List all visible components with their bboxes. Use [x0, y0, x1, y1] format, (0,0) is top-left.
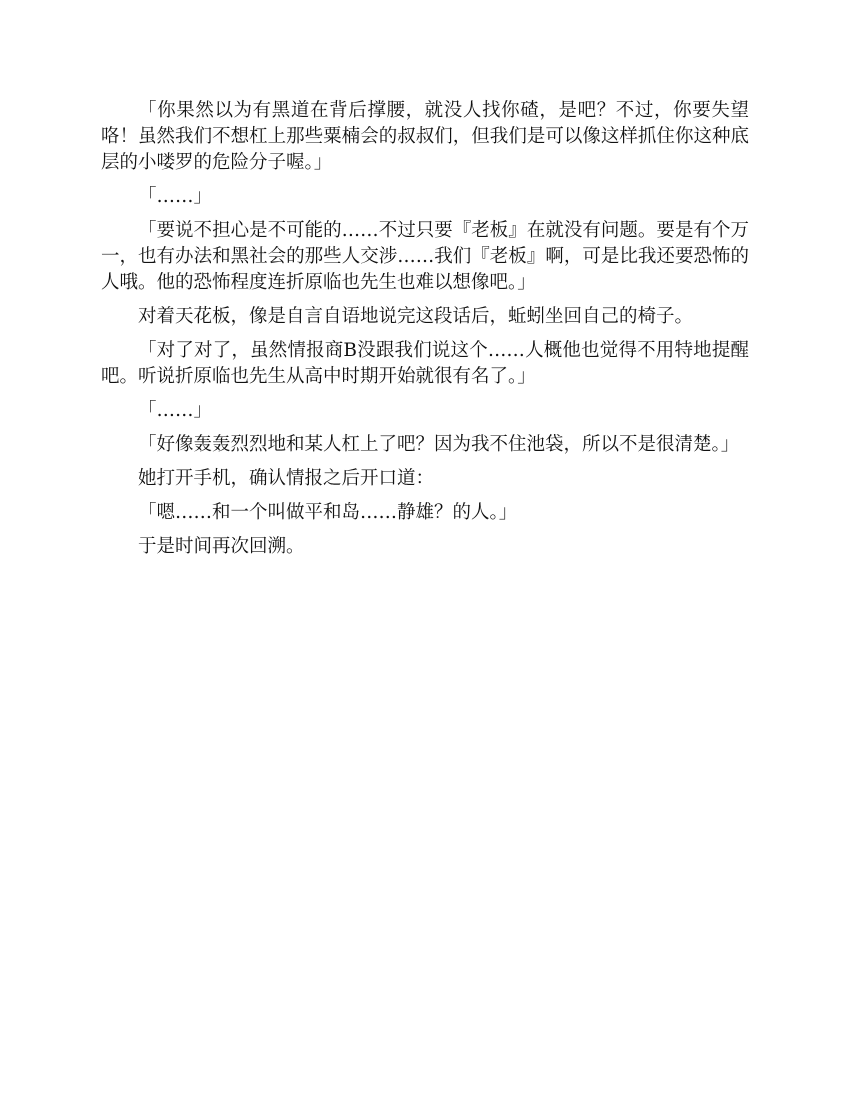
- paragraph: 「……」: [138, 400, 213, 421]
- paragraph: 于是时间再次回溯。: [138, 536, 305, 557]
- paragraph: 「好像轰轰烈烈地和某人杠上了吧？因为我不住池袋，所以不是很清楚。」: [138, 434, 740, 455]
- paragraph: 「对了对了，虽然情报商B没跟我们说这个……人概他也觉得不用特地提醒吧。听说折原临也先生从高中时期开始就很有名了。」: [101, 340, 749, 387]
- paragraph: 「嗯……和一个叫做平和岛……静雄？的人。」: [138, 502, 518, 523]
- document-page: [101, 98, 749, 568]
- paragraph: 「你果然以为有黑道在背后撑腰，就没人找你碴，是吧？不过，你要失望咯！虽然我们不想杠上那些粟楠会的叔叔们，但我们是可以像这样抓住你这种底层的小喽罗的危险分子喔。」: [101, 100, 749, 173]
- paragraph: 对着天花板，像是自言自语地说完这段话后，蚯蚓坐回自己的椅子。: [138, 306, 694, 327]
- paragraph: 她打开手机，确认情报之后开口道：: [138, 468, 435, 489]
- paragraph: 「……」: [138, 186, 213, 207]
- paragraph: 「要说不担心是不可能的……不过只要『老板』在就没有问题。要是有个万一，也有办法和黑社会的那些人交涉……我们『老板』啊，可是比我还要恐怖的人哦。他的恐怖程度连折原临也先生也难以想像吧。」: [101, 220, 749, 293]
